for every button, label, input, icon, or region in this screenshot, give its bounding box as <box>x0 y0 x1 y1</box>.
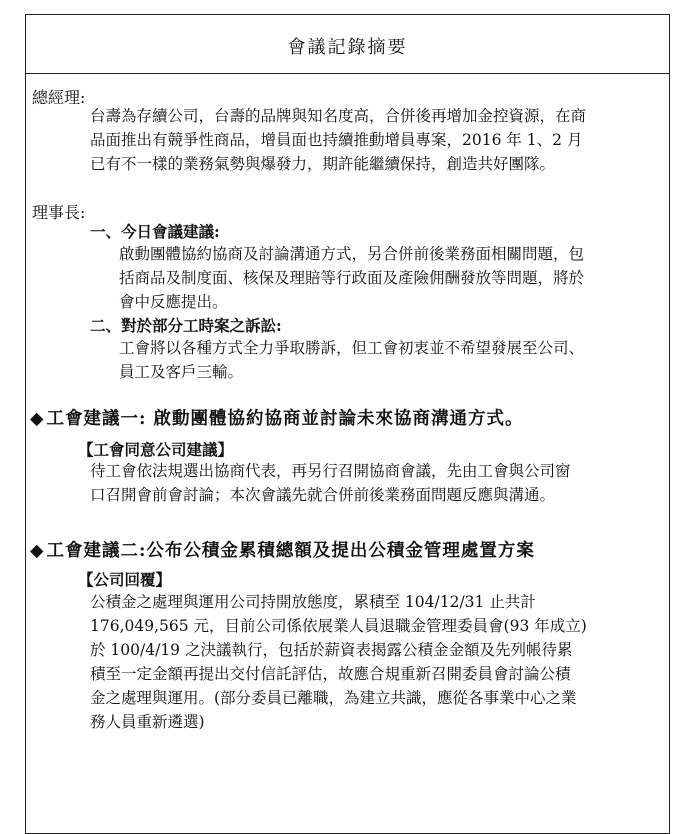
proposal-1-line: 口召開會前會討論；本次會議先就合併前後業務面問題反應與溝通。 <box>90 486 556 504</box>
proposal-2-line: 176,049,565 元，目前公司係依展業人員退職金管理委員會(93 年成立) <box>90 617 587 635</box>
chair-item-1-paragraph <box>119 242 659 314</box>
chair-item-2-paragraph <box>119 336 659 384</box>
proposal-2-line: 於 100/4/19 之決議執行，包括於薪資表揭露公積金金額及先列帳待累 <box>90 641 573 659</box>
gm-label: 總經理: <box>32 88 86 107</box>
proposal-2-heading-row <box>30 537 535 562</box>
proposal-2-line: 積至一定金額再提出交付信託評估，故應合規重新召開委員會討論公積 <box>90 665 571 683</box>
proposal-2-subheading: 【公司回覆】 <box>78 570 172 589</box>
gm-paragraph <box>90 104 660 176</box>
proposal-2-line: 務人員重新遴選) <box>90 713 205 731</box>
proposal-2-line: 金之處理與運用。(部分委員已離職，為建立共識，應從各事業中心之業 <box>90 689 577 707</box>
chair-label: 理事長: <box>32 203 86 222</box>
chair-item-2-heading: 二、對於部分工時案之訴訟: <box>90 316 282 335</box>
page-title: 會議記錄摘要 <box>287 37 408 58</box>
proposal-1-heading: 工會建議一: 啟動團體協約協商並討論未來協商溝通方式。 <box>46 409 524 429</box>
chair-item-1-line: 會中反應提出。 <box>119 293 228 311</box>
title-row <box>26 15 669 74</box>
proposal-2-paragraph <box>90 590 660 734</box>
gm-line: 已有不一樣的業務氣勢與爆發力，期許能繼續保持，創造共好團隊。 <box>90 155 556 173</box>
gm-line: 品面推出有競爭性商品，增員面也持續推動增員專案，2016 年 1、2 月 <box>90 131 583 149</box>
gm-line: 台壽為存續公司，台壽的品牌與知名度高，合併後再增加金控資源，在商 <box>90 107 587 125</box>
proposal-1-line: 待工會依法規選出協商代表，再另行召開協商會議，先由工會與公司窗 <box>90 462 571 480</box>
chair-item-1-line: 括商品及制度面、核保及理賠等行政面及產險佣酬發放等問題，將於 <box>119 269 585 287</box>
proposal-2-line: 公積金之處理與運用公司持開放態度，累積至 104/12/31 止共計 <box>90 593 536 611</box>
proposal-2-heading: 工會建議二:公布公積金累積總額及提出公積金管理處置方案 <box>46 541 535 561</box>
chair-item-2-line: 工會將以各種方式全力爭取勝訴，但工會初衷並不希望發展至公司、 <box>119 339 585 357</box>
proposal-1-heading-row <box>30 405 524 430</box>
proposal-1-subheading: 【工會同意公司建議】 <box>78 440 234 459</box>
chair-item-1-heading: 一、今日會議建議: <box>90 222 220 241</box>
chair-item-1-line: 啟動團體協約協商及討論溝通方式，另合併前後業務面相關問題，包 <box>119 245 585 263</box>
chair-item-2-line: 員工及客戶三輸。 <box>119 363 244 381</box>
proposal-1-paragraph <box>90 459 660 507</box>
diamond-bullet-icon: ◆ <box>30 409 45 429</box>
diamond-bullet-icon: ◆ <box>30 541 45 561</box>
